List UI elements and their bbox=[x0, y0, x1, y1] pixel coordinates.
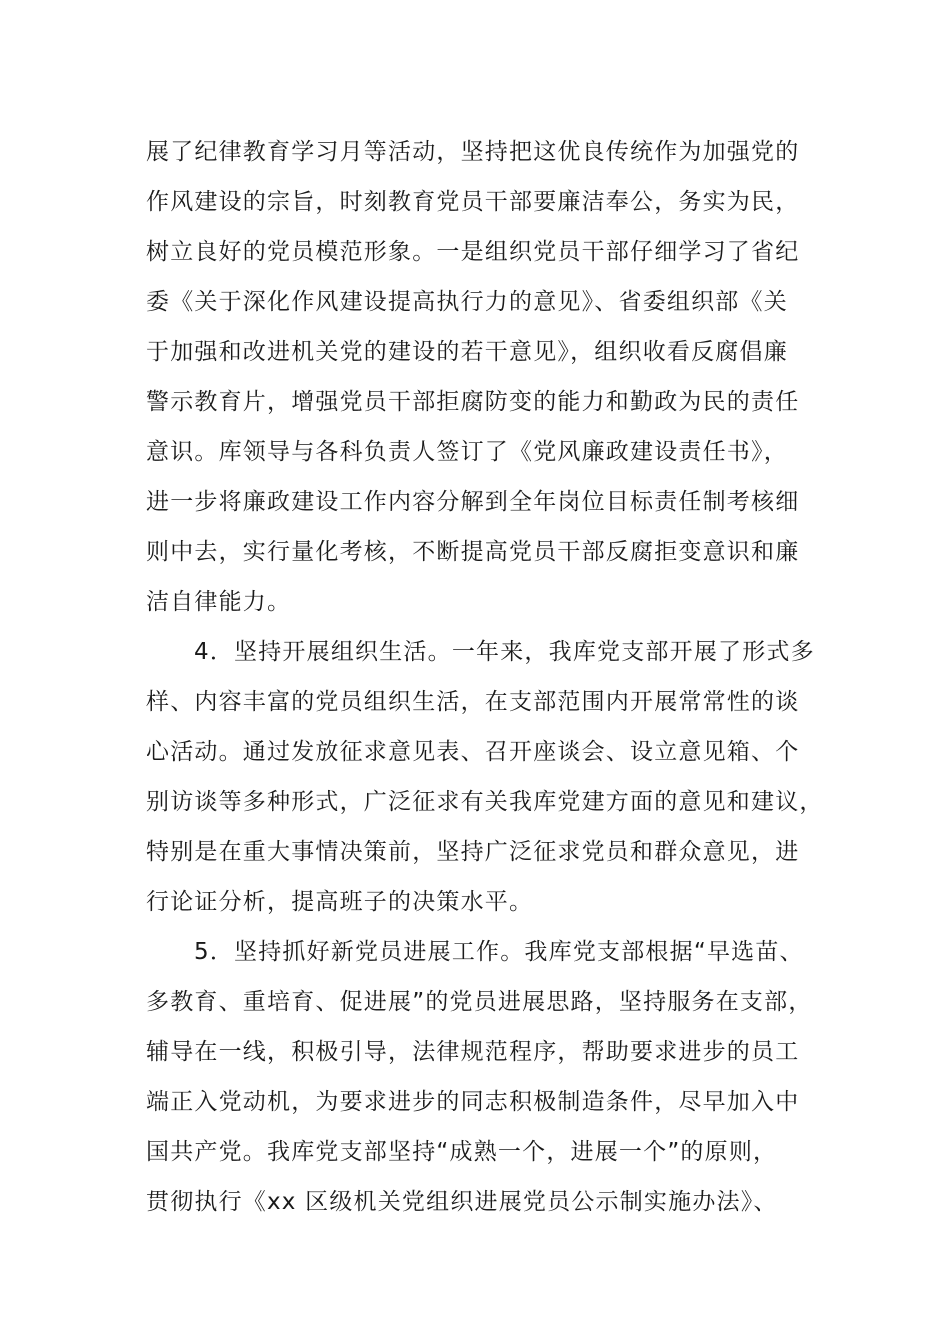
text-line: 心活动。通过发放征求意见表、召开座谈会、设立意见箱、个 bbox=[146, 739, 800, 765]
text-line: 作风建设的宗旨，时刻教育党员干部要廉洁奉公，务实为民， bbox=[146, 189, 800, 215]
text-line: 多教育、重培育、促进展”的党员进展思路，坚持服务在支部， bbox=[146, 989, 813, 1015]
text-line: 行论证分析，提高班子的决策水平。 bbox=[146, 889, 534, 915]
text-line: 委《关于深化作风建设提高执行力的意见》、省委组织部《关 bbox=[146, 289, 788, 315]
text-line: 进一步将廉政建设工作内容分解到全年岗位目标责任制考核细 bbox=[146, 489, 800, 515]
paragraph-5-first-line: 5．坚持抓好新党员进展工作。我库党支部根据“早选苗、 bbox=[194, 939, 804, 965]
text-line: 树立良好的党员模范形象。一是组织党员干部仔细学习了省纪 bbox=[146, 239, 800, 265]
text-line: 国共产党。我库党支部坚持“成熟一个，进展一个”的原则， bbox=[146, 1139, 778, 1165]
text-line: 样、内容丰富的党员组织生活，在支部范围内开展常常性的谈 bbox=[146, 689, 800, 715]
text-line: 辅导在一线，积极引导，法律规范程序，帮助要求进步的员工 bbox=[146, 1039, 800, 1065]
text-line: 于加强和改进机关党的建设的若干意见》，组织收看反腐倡廉 bbox=[146, 339, 788, 365]
text-line: 洁自律能力。 bbox=[146, 589, 292, 615]
paragraph-4-first-line: 4．坚持开展组织生活。一年来，我库党支部开展了形式多 bbox=[194, 639, 815, 665]
text-line: 特别是在重大事情决策前，坚持广泛征求党员和群众意见，进 bbox=[146, 839, 800, 865]
text-line: 警示教育片，增强党员干部拒腐防变的能力和勤政为民的责任 bbox=[146, 389, 800, 415]
text-line: 展了纪律教育学习月等活动，坚持把这优良传统作为加强党的 bbox=[146, 139, 800, 165]
text-line: 则中去，实行量化考核，不断提高党员干部反腐拒变意识和廉 bbox=[146, 539, 800, 565]
text-line: 别访谈等多种形式，广泛征求有关我库党建方面的意见和建议， bbox=[146, 789, 824, 815]
text-line: 端正入党动机，为要求进步的同志积极制造条件，尽早加入中 bbox=[146, 1089, 800, 1115]
text-line: 意识。库领导与各科负责人签订了《党风廉政建设责任书》， bbox=[146, 439, 788, 465]
text-line: 贯彻执行《xx 区级机关党组织进展党员公示制实施办法》、 bbox=[146, 1189, 778, 1215]
